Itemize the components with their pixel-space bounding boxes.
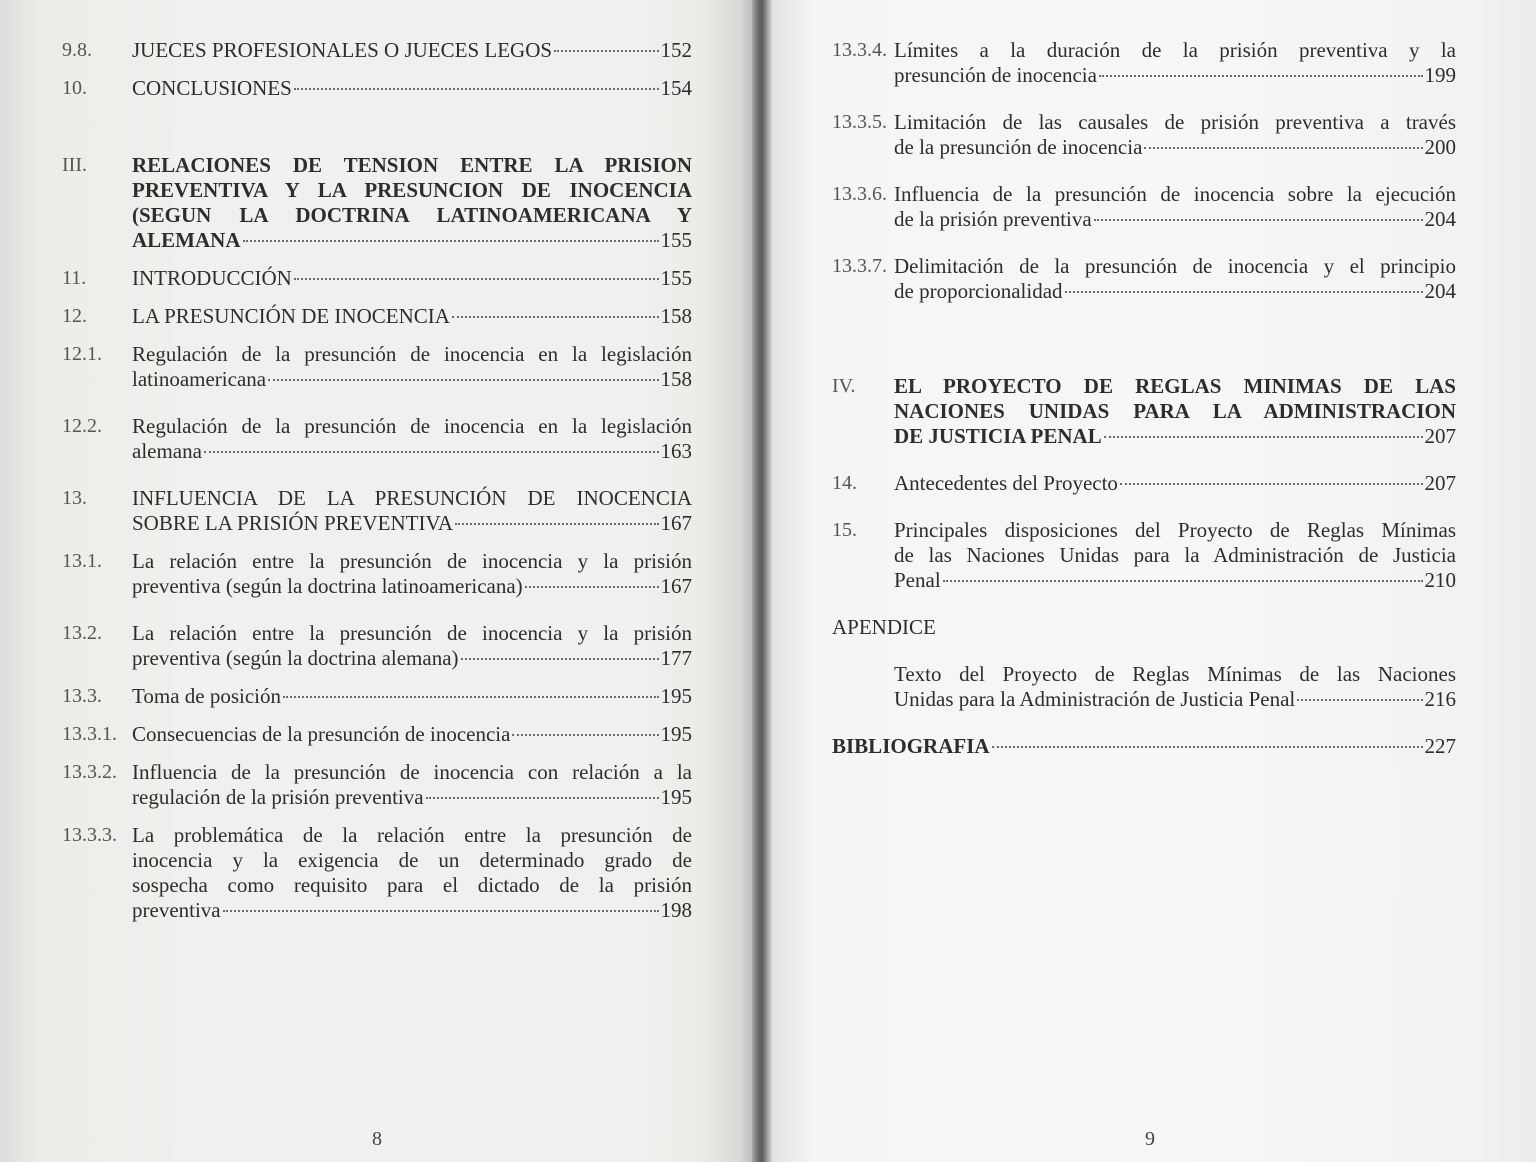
entry-number: 12.	[62, 305, 87, 327]
dot-leader	[1297, 699, 1422, 701]
book-gutter	[752, 0, 772, 1162]
entry-number: 9.8.	[62, 39, 92, 61]
entry-number: 12.2.	[62, 415, 102, 437]
entry-title: LA PRESUNCIÓN DE INOCENCIA	[132, 304, 450, 328]
entry-title-line: Regulación de la presunción de inocencia en la legislación	[132, 342, 692, 366]
page-number: 195	[660, 722, 692, 746]
page-number: 195	[660, 785, 692, 809]
entry-title: regulación de la prisión preventiva	[132, 785, 424, 809]
toc-entry	[832, 38, 1456, 88]
page-number: 216	[1424, 687, 1456, 711]
entry-title: CONCLUSIONES	[132, 76, 292, 100]
entry-title-line: inocencia y la exigencia de un determinado grado de	[132, 848, 692, 872]
toc-entry	[62, 722, 692, 747]
toc-entry	[62, 684, 692, 709]
entry-title: Toma de posición	[132, 684, 281, 708]
page-number: 210	[1424, 568, 1456, 592]
toc-entry	[62, 549, 692, 599]
entry-title-line: Texto del Proyecto de Reglas Mínimas de las Naciones	[894, 662, 1456, 686]
page-number: 204	[1424, 279, 1456, 303]
entry-title: SOBRE LA PRISIÓN PREVENTIVA	[132, 511, 454, 535]
appendix-heading-text: APENDICE	[832, 615, 936, 639]
page-number: 152	[660, 38, 692, 62]
dot-leader	[1094, 219, 1423, 221]
dot-leader	[554, 50, 658, 52]
entry-number: 13.	[62, 487, 87, 509]
page-number: 195	[660, 684, 692, 708]
entry-number: 14.	[832, 472, 857, 494]
page-number: 227	[1424, 734, 1456, 758]
entry-title: INTRODUCCIÓN	[132, 266, 292, 290]
right-page	[772, 0, 1536, 1162]
entry-title-line: NACIONES UNIDAS PARA LA ADMINISTRACION	[894, 399, 1456, 423]
entry-number: 10.	[62, 77, 87, 99]
entry-title: de la presunción de inocencia	[894, 135, 1143, 159]
dot-leader	[1104, 436, 1423, 438]
dot-leader	[204, 451, 659, 453]
dot-leader	[426, 797, 659, 799]
dot-leader	[1144, 147, 1422, 149]
entry-title: BIBLIOGRAFIA	[832, 734, 990, 758]
entry-title-line: Influencia de la presunción de inocencia con relación a la	[132, 760, 692, 784]
entry-title: ALEMANA	[132, 228, 241, 252]
toc-entry	[62, 266, 692, 291]
entry-title-line: La relación entre la presunción de inocencia y la prisión	[132, 549, 692, 573]
dot-leader	[294, 88, 659, 90]
entry-title-line: La problemática de la relación entre la presunción de	[132, 823, 692, 847]
toc-chapter-entry	[832, 374, 1456, 449]
toc-entry	[62, 621, 692, 671]
entry-title-line: RELACIONES DE TENSION ENTRE LA PRISION	[132, 153, 692, 177]
entry-title-line: Regulación de la presunción de inocencia en la legislación	[132, 414, 692, 438]
entry-number: 13.2.	[62, 622, 102, 644]
entry-title: DE JUSTICIA PENAL	[894, 424, 1102, 448]
chapter-number: IV.	[832, 375, 856, 397]
dot-leader	[943, 580, 1423, 582]
entry-title: preventiva (según la doctrina latinoamericana)	[132, 574, 523, 598]
entry-number: 13.3.	[62, 685, 102, 707]
entry-number: 13.3.5.	[832, 111, 887, 133]
toc-entry	[832, 254, 1456, 304]
page-number: 167	[660, 511, 692, 535]
page-number: 158	[660, 304, 692, 328]
entry-number: 13.3.4.	[832, 39, 887, 61]
page-number: 200	[1424, 135, 1456, 159]
bibliography-entry	[832, 734, 1456, 759]
toc-entry	[832, 518, 1456, 593]
toc-entry	[62, 823, 692, 923]
entry-number: 13.3.7.	[832, 255, 887, 277]
appendix-heading	[832, 615, 1456, 640]
toc-chapter-entry	[62, 153, 692, 253]
entry-title-line: (SEGUN LA DOCTRINA LATINOAMERICANA Y	[132, 203, 692, 227]
page-number: 155	[660, 266, 692, 290]
dot-leader	[1099, 75, 1423, 77]
dot-leader	[1065, 291, 1423, 293]
entry-title-line: Limitación de las causales de prisión preventiva a través	[894, 110, 1456, 134]
entry-title: Antecedentes del Proyecto	[894, 471, 1118, 495]
dot-leader	[243, 240, 659, 242]
entry-number: 13.1.	[62, 550, 102, 572]
entry-title: preventiva	[132, 898, 221, 922]
page-number: 199	[1424, 63, 1456, 87]
entry-title: latinoamericana	[132, 367, 267, 391]
entry-title-line: Límites a la duración de la prisión preventiva y la	[894, 38, 1456, 62]
page-number: 204	[1424, 207, 1456, 231]
toc-entry	[832, 110, 1456, 160]
page-number: 155	[660, 228, 692, 252]
toc-entry	[62, 38, 692, 63]
entry-title: Unidas para la Administración de Justicia Penal	[894, 687, 1296, 711]
entry-title: presunción de inocencia	[894, 63, 1097, 87]
dot-leader	[455, 523, 658, 525]
entry-title: JUECES PROFESIONALES O JUECES LEGOS	[132, 38, 553, 62]
page-folio: 9	[1145, 1128, 1155, 1150]
entry-number: 13.3.3.	[62, 824, 117, 846]
toc-entry	[832, 182, 1456, 232]
entry-number: 15.	[832, 519, 857, 541]
entry-title-line: de las Naciones Unidas para la Administración de Justicia	[894, 543, 1456, 567]
page-number: 163	[660, 439, 692, 463]
page-number: 154	[660, 76, 692, 100]
entry-title-line: PREVENTIVA Y LA PRESUNCION DE INOCENCIA	[132, 178, 692, 202]
dot-leader	[283, 696, 659, 698]
toc-entry	[62, 486, 692, 536]
entry-title-line: Delimitación de la presunción de inocencia y el principio	[894, 254, 1456, 278]
entry-title: Consecuencias de la presunción de inocencia	[132, 722, 511, 746]
dot-leader	[268, 379, 658, 381]
entry-number: 13.3.6.	[832, 183, 887, 205]
left-toc	[62, 38, 692, 923]
toc-entry	[62, 414, 692, 464]
dot-leader	[992, 746, 1423, 748]
appendix-entry	[832, 662, 1456, 712]
entry-title-line: La relación entre la presunción de inocencia y la prisión	[132, 621, 692, 645]
entry-number: 11.	[62, 267, 87, 289]
page-folio: 8	[372, 1128, 382, 1150]
page-number: 207	[1424, 471, 1456, 495]
entry-title: de la prisión preventiva	[894, 207, 1092, 231]
toc-entry	[62, 304, 692, 329]
entry-title-line: Influencia de la presunción de inocencia sobre la ejecución	[894, 182, 1456, 206]
entry-title: de proporcionalidad	[894, 279, 1063, 303]
page-number: 167	[660, 574, 692, 598]
toc-entry	[62, 342, 692, 392]
dot-leader	[461, 658, 659, 660]
entry-title: alemana	[132, 439, 202, 463]
dot-leader	[525, 586, 659, 588]
dot-leader	[512, 734, 658, 736]
page-number: 177	[660, 646, 692, 670]
dot-leader	[1120, 483, 1423, 485]
entry-title: preventiva (según la doctrina alemana)	[132, 646, 459, 670]
entry-title-line: Principales disposiciones del Proyecto de Reglas Mínimas	[894, 518, 1456, 542]
page-number: 158	[660, 367, 692, 391]
entry-title-line: INFLUENCIA DE LA PRESUNCIÓN DE INOCENCIA	[132, 486, 692, 510]
right-toc	[832, 38, 1456, 759]
toc-entry	[832, 471, 1456, 496]
toc-entry	[62, 76, 692, 101]
chapter-number: III.	[62, 154, 87, 176]
page-number: 207	[1424, 424, 1456, 448]
left-page	[0, 0, 760, 1162]
entry-number: 13.3.2.	[62, 761, 117, 783]
entry-number: 12.1.	[62, 343, 102, 365]
dot-leader	[294, 278, 659, 280]
entry-number: 13.3.1.	[62, 723, 117, 745]
entry-title: Penal	[894, 568, 941, 592]
dot-leader	[452, 316, 659, 318]
entry-title-line: sospecha como requisito para el dictado de la prisión	[132, 873, 692, 897]
dot-leader	[223, 910, 659, 912]
toc-entry	[62, 760, 692, 810]
page-number: 198	[660, 898, 692, 922]
entry-title-line: EL PROYECTO DE REGLAS MINIMAS DE LAS	[894, 374, 1456, 398]
